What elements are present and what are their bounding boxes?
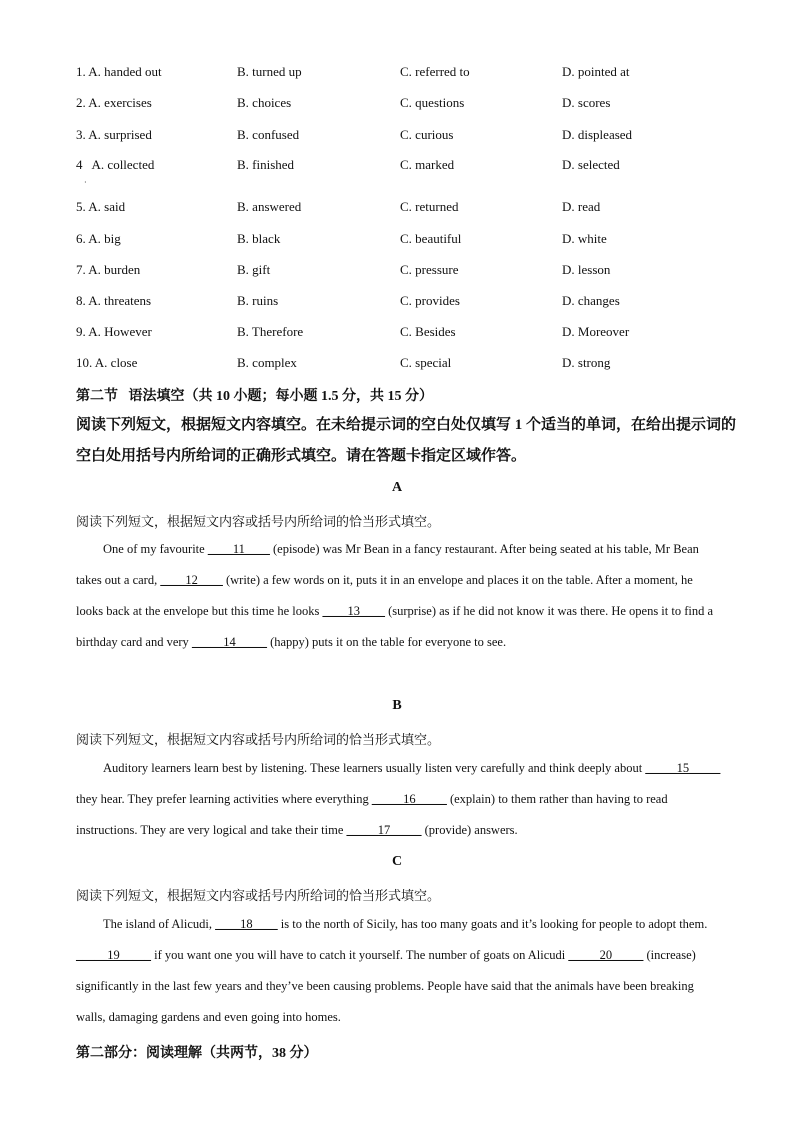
- choice-c: C. pressure: [400, 262, 459, 277]
- section-instruction: 阅读下列短文，根据短文内容填空。在未给提示词的空白处仅填写 1 个适当的单词，在给出提示词的空白处用括号内所给词的正确形式填空。请在答题卡指定区域作答。: [76, 417, 737, 464]
- choice-b: B. gift: [237, 262, 271, 277]
- choice-c: C. provides: [400, 293, 460, 308]
- choice-c: C. curious: [400, 127, 454, 142]
- choice-b: B. choices: [237, 95, 292, 110]
- blank-12[interactable]: ____12____: [160, 573, 223, 587]
- blank-17[interactable]: _____17_____: [346, 823, 422, 837]
- choice-b: B. black: [237, 231, 281, 246]
- passage-a-instruction: 阅读下列短文，根据短文内容或括号内所给词的恰当形式填空。: [76, 514, 441, 529]
- choice-d: D. Moreover: [562, 324, 630, 339]
- passage-a-text: One of my favourite ____11____ (episode) was Mr Bean in a fancy restaurant. After being seated at his table, Mr Bean takes out a card, ____12____ (write) a few words on it, puts it in an envelope and places it on the table. After a moment, he looks back at the envelope but this time he looks ____13____ (surprise) as if he did not know it was there. He opens it to find a birthday card and very _____14_____ (happy) puts it on the table for everyone to see.: [76, 542, 714, 649]
- blank-18[interactable]: ____18____: [215, 917, 278, 931]
- choice-b: B. ruins: [237, 293, 279, 308]
- choice-a: 3. A. surprised: [76, 127, 152, 142]
- choice-c: C. beautiful: [400, 231, 462, 246]
- blank-11[interactable]: ____11____: [207, 542, 270, 556]
- passage-c-text: The island of Alicudi, ____18____ is to the north of Sicily, has too many goats and it’s looking for people to adopt them. _____19_____ if you want one you will have to catch it yourself. The number of goats on Alicudi _____20_____ (increase) significantly in the last few years and they’ve been causing problems. People have said that the animals have been breaking walls, damaging gardens and even going into homes.: [76, 917, 708, 1024]
- passage-b-letter: B: [392, 698, 402, 713]
- passage-b-text: Auditory learners learn best by listening. These learners usually listen very carefully and think deeply about _____15_____ they hear. They prefer learning activities where everything _____16_____ (explain) to them rather than having to read instructions. They are very logical and take their time _____17_____ (provide) answers.: [76, 761, 721, 837]
- passage-a-letter: A: [391, 480, 403, 495]
- blank-16[interactable]: _____16_____: [371, 792, 447, 806]
- choice-c: C. returned: [400, 199, 459, 214]
- choice-c: C. marked: [400, 157, 455, 172]
- stray-dot: ·: [84, 178, 87, 187]
- choice-c: C. referred to: [400, 64, 470, 79]
- passage-b-instruction: 阅读下列短文，根据短文内容或括号内所给词的恰当形式填空。: [76, 732, 441, 747]
- choice-a: 8. A. threatens: [76, 293, 152, 308]
- choice-d: D. scores: [562, 95, 611, 110]
- choice-d: D. read: [562, 199, 601, 214]
- choice-b: B. Therefore: [237, 324, 304, 339]
- choice-d: D. displeased: [562, 127, 633, 142]
- choice-a: 6. A. big: [76, 231, 121, 246]
- part2-title: 第二部分：阅读理解（共两节，38 分）: [76, 1046, 318, 1061]
- choice-c: C. questions: [400, 95, 465, 110]
- passage-c-letter: C: [391, 854, 403, 869]
- choice-b: B. confused: [237, 127, 300, 142]
- choice-c: C. special: [400, 355, 452, 370]
- choice-a: 10. A. close: [76, 355, 138, 370]
- choice-a: 1. A. handed out: [76, 64, 162, 79]
- choice-b: B. turned up: [237, 64, 302, 79]
- choice-b: B. answered: [237, 199, 302, 214]
- choice-d: D. strong: [562, 355, 611, 370]
- choice-a: 9. A. However: [76, 324, 152, 339]
- blank-13[interactable]: ____13____: [322, 604, 385, 618]
- choice-d: D. selected: [562, 157, 620, 172]
- blank-20[interactable]: _____20_____: [568, 948, 644, 962]
- choice-a: 4 A. collected: [76, 157, 155, 172]
- blank-14[interactable]: _____14_____: [191, 635, 267, 649]
- choice-a: 7. A. burden: [76, 262, 141, 277]
- choice-d: D. white: [562, 231, 607, 246]
- blank-19[interactable]: _____19_____: [76, 948, 151, 962]
- choice-a: 5. A. said: [76, 199, 126, 214]
- choice-d: D. lesson: [562, 262, 611, 277]
- choice-a: 2. A. exercises: [76, 95, 152, 110]
- passage-c-instruction: 阅读下列短文，根据短文内容或括号内所给词的恰当形式填空。: [76, 888, 441, 903]
- choice-b: B. finished: [237, 157, 295, 172]
- section-title: 第二节 语法填空（共 10 小题；每小题 1.5 分，共 15 分）: [76, 389, 433, 404]
- blank-15[interactable]: _____15_____: [645, 761, 721, 775]
- choice-b: B. complex: [237, 355, 297, 370]
- choice-d: D. changes: [562, 293, 620, 308]
- choice-d: D. pointed at: [562, 64, 630, 79]
- choice-c: C. Besides: [400, 324, 456, 339]
